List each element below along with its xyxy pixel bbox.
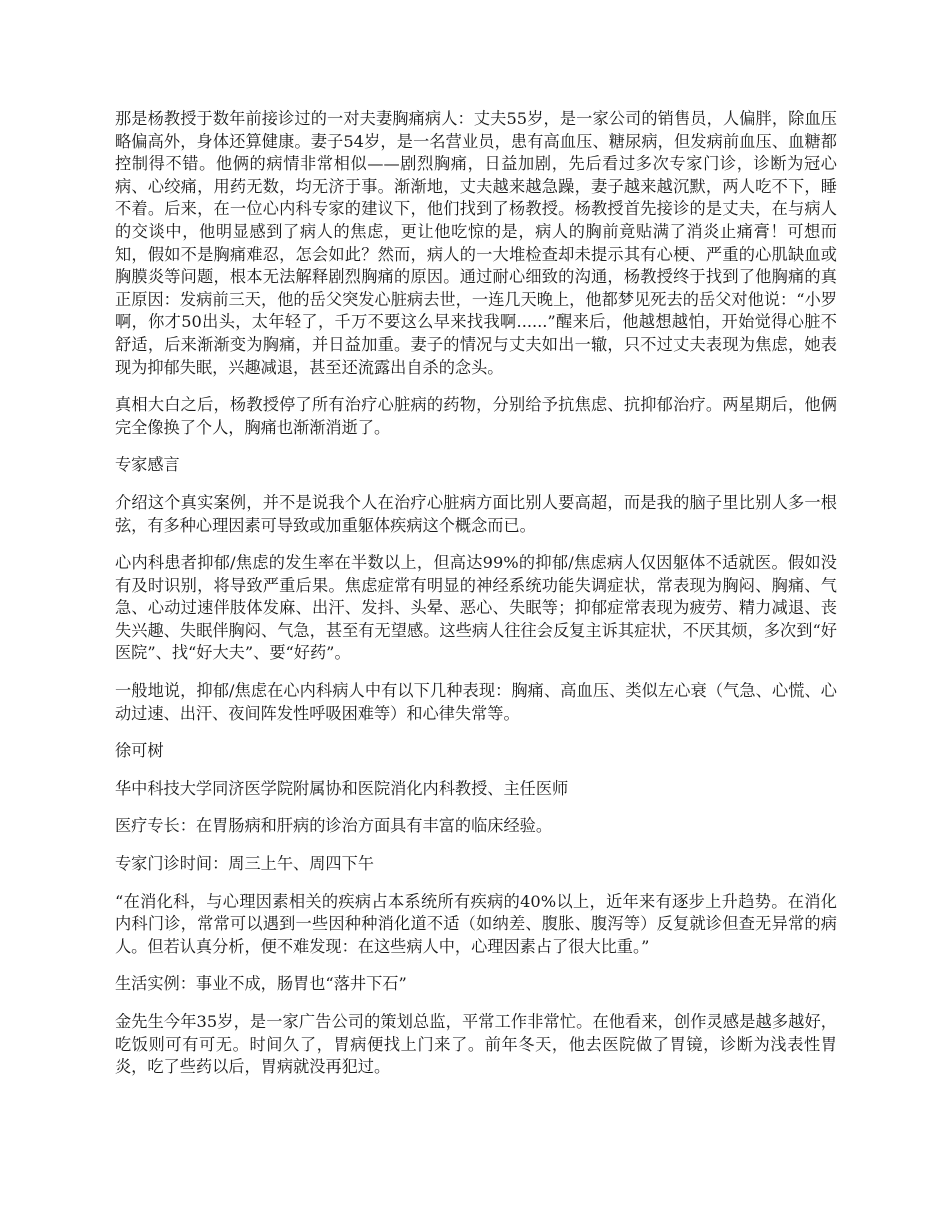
expert-name: 徐可树 — [115, 741, 164, 761]
paragraph-manifestations: 一般地说，抑郁/焦虑在心内科病人中有以下几种表现：胸痛、高血压、类似左心衰（气急、心慌、心动过速、出汗、夜间阵发性呼吸困难等）和心律失常等。 — [115, 681, 837, 723]
paragraph-outcome: 真相大白之后，杨教授停了所有治疗心脏病的药物，分别给予抗焦虑、抗抑郁治疗。两星期后，他俩完全像换了个人，胸痛也渐渐消逝了。 — [115, 395, 837, 437]
expert-affiliation: 华中科技大学同济医学院附属协和医院消化内科教授、主任医师 — [115, 778, 569, 798]
section-heading-life-example: 生活实例：事业不成，肠胃也“落井下石” — [115, 974, 407, 994]
paragraph-life-example: 金先生今年35岁，是一家广告公司的策划总监，平常工作非常忙。在他看来，创作灵感是越多越好，吃饭则可有可无。时间久了，胃病便找上门来了。前年冬天，他去医院做了胃镜，诊断为浅表性胃炎，吃了些药以后，胃病就没再犯过。 — [115, 1012, 837, 1077]
paragraph-expert-intro: 介绍这个真实案例，并不是说我个人在治疗心脏病方面比别人要高超，而是我的脑子里比别人多一根弦，有多种心理因素可导致或加重躯体疾病这个概念而已。 — [115, 492, 837, 535]
expert-clinic-hours: 专家门诊时间：周三上午、周四下午 — [115, 854, 374, 874]
paragraph-anxiety-depression: 心内科患者抑郁/焦虑的发生率在半数以上，但高达99%的抑郁/焦虑病人仅因躯体不适就医。假如没有及时识别，将导致严重后果。焦虑症常有明显的神经系统功能失调症状，常表现为胸闷、胸痛、气急、心动过速伴肢体发麻、出汗、发抖、头晕、恶心、失眠等；抑郁症常表现为疲劳、精力减退、丧失兴趣、失眠伴胸闷、气急，甚至有无望感。这些病人往往会反复主诉其症状，不厌其烦，多次到“好医院”、找“好大夫”、要“好药”。 — [115, 553, 837, 663]
section-heading-expert-remarks: 专家感言 — [115, 455, 180, 475]
paragraph-expert-quote: “在消化科，与心理因素相关的疾病占本系统所有疾病的40%以上，近年来有逐步上升趋势。在消化内科门诊，常常可以遇到一些因种种消化道不适（如纳差、腹胀、腹泻等）反复就诊但查无异常的病人。但若认真分析，便不难发现：在这些病人中，心理因素占了很大比重。” — [115, 891, 837, 956]
document-body — [115, 108, 837, 1094]
expert-specialty: 医疗专长：在胃肠病和肝病的诊治方面具有丰富的临床经验。 — [115, 816, 553, 836]
paragraph-case-story: 那是杨教授于数年前接诊过的一对夫妻胸痛病人：丈夫55岁，是一家公司的销售员，人偏胖，除血压略偏高外，身体还算健康。妻子54岁，是一名营业员，患有高血压、糖尿病，但发病前血压、血糖都控制得不错。他俩的病情非常相似——剧烈胸痛，日益加剧，先后看过多次专家门诊，诊断为冠心病、心绞痛，用药无数，均无济于事。渐渐地，丈夫越来越急躁，妻子越来越沉默，两人吃不下，睡不着。后来，在一位心内科专家的建议下，他们找到了杨教授。杨教授首先接诊的是丈夫，在与病人的交谈中，他明显感到了病人的焦虑，更让他吃惊的是，病人的胸前竟贴满了消炎止痛膏！可想而知，假如不是胸痛难忍，怎会如此？然而，病人的一大堆检查却未提示其有心梗、严重的心肌缺血或胸膜炎等问题，根本无法解释剧烈胸痛的原因。通过耐心细致的沟通，杨教授终于找到了他胸痛的真正原因：发病前三天，他的岳父突发心脏病去世，一连几天晚上，他都梦见死去的岳父对他说：“小罗啊，你才50出头，太年轻了，千万不要这么早来找我啊......”醒来后，他越想越怕，开始觉得心脏不舒适，后来渐渐变为胸痛，并日益加重。妻子的情况与丈夫如出一辙，只不过丈夫表现为焦虑，她表现为抑郁失眠，兴趣减退，甚至还流露出自杀的念头。 — [115, 109, 837, 377]
